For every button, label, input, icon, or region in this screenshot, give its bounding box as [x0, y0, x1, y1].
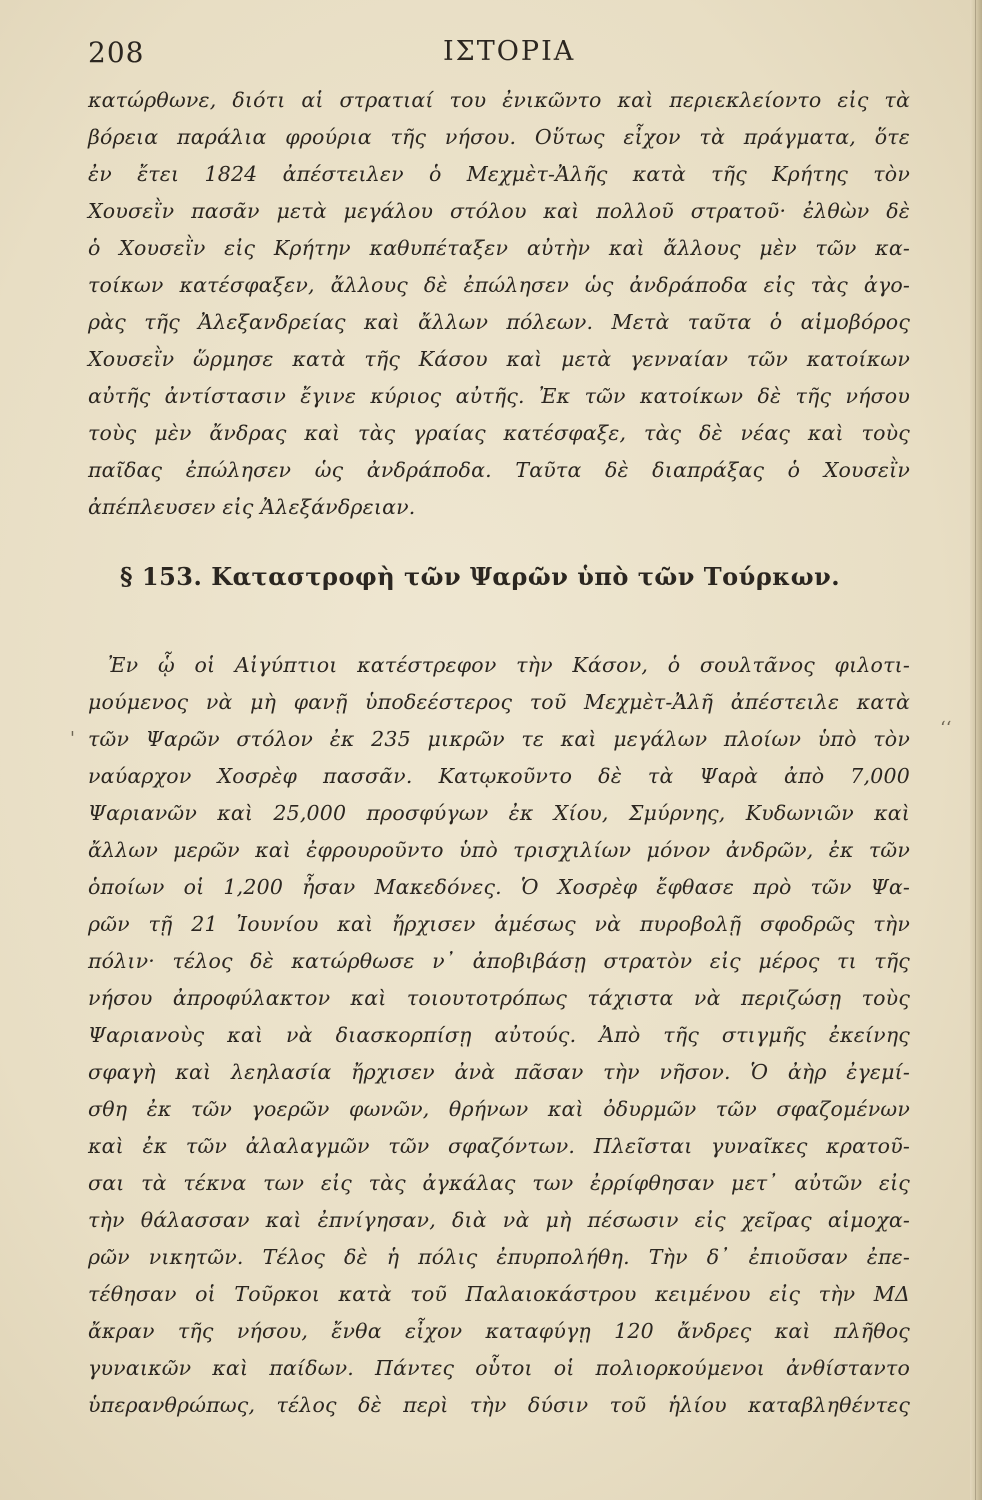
text-line: πόλιν· τέλος δὲ κατώρθωσε ν᾽ ἀποβιβάσῃ στρατὸν εἰς μέρος τι τῆς [88, 949, 910, 973]
text-line: αὐτῆς ἀντίστασιν ἔγινε κύριος αὐτῆς. Ἐκ τῶν κατοίκων δὲ τῆς νήσου [88, 384, 910, 408]
page-header [88, 36, 910, 76]
text-line: ὁποίων οἱ 1,200 ἦσαν Μακεδόνες. Ὁ Χοσρὲφ ἔφθασε πρὸ τῶν Ψα- [88, 875, 910, 899]
section-heading: § 153. Καταστροφὴ τῶν Ψαρῶν ὑπὸ τῶν Τούρκων. [120, 562, 841, 591]
text-line: γυναικῶν καὶ παίδων. Πάντες οὗτοι οἱ πολιορκούμενοι ἀνθίσταντο [88, 1356, 910, 1380]
text-line: τοὺς μὲν ἄνδρας καὶ τὰς γραίας κατέσφαξε, τὰς δὲ νέας καὶ τοὺς [88, 421, 910, 445]
text-line: ναύαρχον Χοσρὲφ πασσᾶν. Κατῳκοῦντο δὲ τὰ Ψαρὰ ἀπὸ 7,000 [88, 764, 910, 788]
margin-mark: ‘‘ [940, 718, 952, 739]
text-line: ρῶν τῇ 21 Ἰουνίου καὶ ἤρχισεν ἀμέσως νὰ πυροβολῇ σφοδρῶς τὴν [88, 912, 910, 936]
text-line: ρῶν νικητῶν. Τέλος δὲ ἡ πόλις ἐπυρπολήθη. Τὴν δ᾽ ἐπιοῦσαν ἐπε- [88, 1245, 910, 1269]
page-edge-line [975, 0, 976, 1500]
text-line: Ψαριανοὺς καὶ νὰ διασκορπίσῃ αὐτούς. Ἀπὸ τῆς στιγμῆς ἐκείνης [88, 1023, 910, 1047]
text-line: Ψαριανῶν καὶ 25,000 προσφύγων ἐκ Χίου, Σμύρνης, Κυδωνιῶν καὶ [88, 801, 910, 825]
text-line: Χουσεῒν ὥρμησε κατὰ τῆς Κάσου καὶ μετὰ γενναίαν τῶν κατοίκων [88, 347, 910, 371]
text-line: ἐν ἔτει 1824 ἀπέστειλεν ὁ Μεχμὲτ-Ἀλῆς κατὰ τῆς Κρήτης τὸν [88, 162, 910, 186]
text-line: σθη ἐκ τῶν γοερῶν φωνῶν, θρήνων καὶ ὀδυρμῶν τῶν σφαζομένων [88, 1097, 910, 1121]
text-line: τέθησαν οἱ Τοῦρκοι κατὰ τοῦ Παλαιοκάστρου κειμένου εἰς τὴν ΜΔ [88, 1282, 910, 1306]
page-edge [970, 0, 982, 1500]
text-line: τὴν θάλασσαν καὶ ἐπνίγησαν, διὰ νὰ μὴ πέσωσιν εἰς χεῖρας αἱμοχα- [88, 1208, 910, 1232]
text-line: ρὰς τῆς Ἀλεξανδρείας καὶ ἄλλων πόλεων. Μετὰ ταῦτα ὁ αἱμοβόρος [88, 310, 910, 334]
text-line: τῶν Ψαρῶν στόλον ἐκ 235 μικρῶν τε καὶ μεγάλων πλοίων ὑπὸ τὸν [88, 727, 910, 751]
text-line: ὁ Χουσεῒν εἰς Κρήτην καθυπέταξεν αὐτὴν καὶ ἄλλους μὲν τῶν κα- [88, 236, 910, 260]
text-line: παῖδας ἐπώλησεν ὡς ἀνδράποδα. Ταῦτα δὲ διαπράξας ὁ Χουσεῒν [88, 458, 910, 482]
text-line: σφαγὴ καὶ λεηλασία ἤρχισεν ἀνὰ πᾶσαν τὴν νῆσον. Ὁ ἀὴρ ἐγεμί- [88, 1060, 910, 1084]
text-line: ἄλλων μερῶν καὶ ἐφρουροῦντο ὑπὸ τρισχιλίων μόνον ἀνδρῶν, ἐκ τῶν [88, 838, 910, 862]
text-line: Χουσεῒν πασᾶν μετὰ μεγάλου στόλου καὶ πολλοῦ στρατοῦ· ἐλθὼν δὲ [88, 199, 910, 223]
margin-mark: ' [70, 728, 75, 749]
text-line: ἄκραν τῆς νήσου, ἔνθα εἶχον καταφύγῃ 120 ἄνδρες καὶ πλῆθος [88, 1319, 910, 1343]
text-line: ὑπερανθρώπως, τέλος δὲ περὶ τὴν δύσιν τοῦ ἡλίου καταβληθέντες [88, 1393, 910, 1417]
text-line: κατώρθωνε, διότι αἱ στρατιαί του ἐνικῶντο καὶ περιεκλείοντο εἰς τὰ [88, 88, 910, 112]
text-line: νήσου ἀπροφύλακτον καὶ τοιουτοτρόπως τάχιστα νὰ περιζώσῃ τοὺς [88, 986, 910, 1010]
text-line: τοίκων κατέσφαξεν, ἄλλους δὲ ἐπώλησεν ὡς ἀνδράποδα εἰς τὰς ἀγο- [88, 273, 910, 297]
text-line: μούμενος νὰ μὴ φανῇ ὑποδεέστερος τοῦ Μεχμὲτ-Ἀλῆ ἀπέστειλε κατὰ [88, 690, 910, 714]
page-number: 208 [88, 36, 145, 69]
text-line: καὶ ἐκ τῶν ἀλαλαγμῶν τῶν σφαζόντων. Πλεῖσται γυναῖκες κρατοῦ- [88, 1134, 910, 1158]
text-line: ἀπέπλευσεν εἰς Ἀλεξάνδρειαν. [88, 495, 416, 519]
text-line: βόρεια παράλια φρούρια τῆς νήσου. Οὕτως εἶχον τὰ πράγματα, ὅτε [88, 125, 910, 149]
running-head: ΙΣΤΟΡΙΑ [443, 36, 576, 67]
text-line: Ἐν ᾧ οἱ Αἰγύπτιοι κατέστρεφον τὴν Κάσον, ὁ σουλτᾶνος φιλοτι- [108, 653, 910, 677]
text-line: σαι τὰ τέκνα των εἰς τὰς ἀγκάλας των ἐρρίφθησαν μετ᾽ αὐτῶν εἰς [88, 1171, 910, 1195]
